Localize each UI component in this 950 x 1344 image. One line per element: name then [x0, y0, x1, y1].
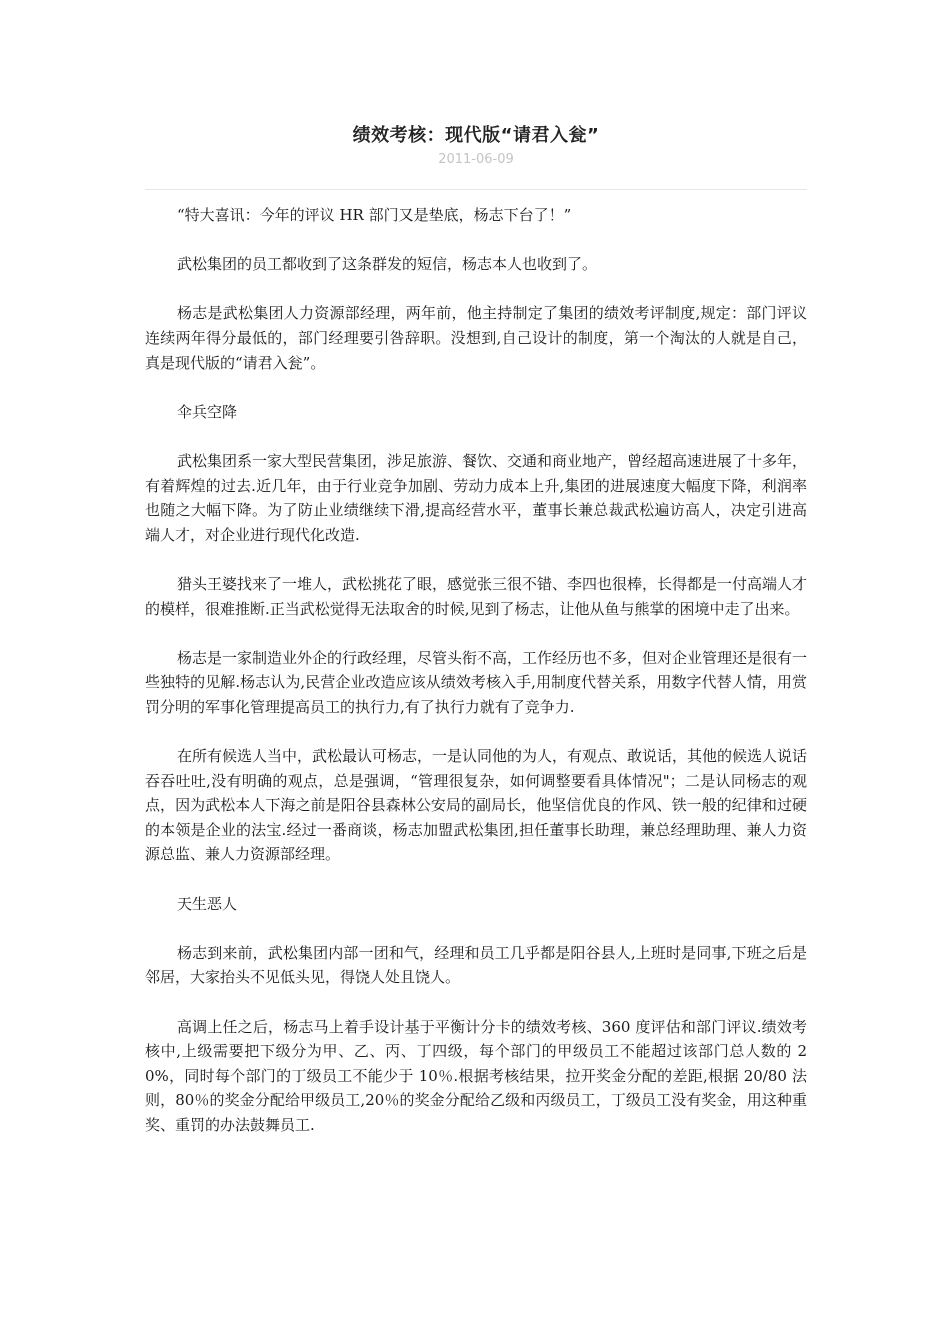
section-heading-villain: 天生恶人: [177, 894, 238, 913]
article-body: [145, 203, 807, 1138]
paragraph-background: 杨志是武松集团人力资源部经理，两年前，他主持制定了集团的绩效考评制度,规定：部门评议连续两年得分最低的，部门经理要引咎辞职。没想到,自己设计的制度，第一个淘汰的人就是自己，真是现代版的“请君入瓮”。: [145, 304, 807, 372]
paragraph-company-intro: 武松集团系一家大型民营集团，涉足旅游、餐饮、交通和商业地产，曾经超高速进展了十多年，有着辉煌的过去.近几年，由于行业竞争加剧、劳动力成本上升,集团的进展速度大幅度下降，利润率也随之大幅下降。为了防止业绩继续下滑,提高经营水平，董事长兼总裁武松遍访高人，决定引进高端人才，对企业进行现代化改造.: [145, 451, 808, 544]
paragraph-sms-received: 武松集团的员工都收到了这条群发的短信，杨志本人也收到了。: [177, 255, 598, 274]
paragraph-yangzhi-profile: 杨志是一家制造业外企的行政经理，尽管头衔不高，工作经历也不多，但对企业管理还是很有一些独特的见解.杨志认为,民营企业改造应该从绩效考核入手,用制度代替关系，用数字代替人情，用赏罚分明的军事化管理提高员工的执行力,有了执行力就有了竞争力.: [145, 648, 808, 716]
article-date: 2011-06-09: [438, 152, 514, 167]
paragraph-performance-system: 高调上任之后，杨志马上着手设计基于平衡计分卡的绩效考核、360 度评估和部门评议.绩效考核中,上级需要把下级分为甲、乙、丙、丁四级，每个部门的甲级员工不能超过该部门总人数的 20%，同时每个部门的丁级员工不能少于 10％.根据考核结果，拉开奖金分配的差距,根据 20/80 法则，80％的奖金分配给甲级员工,20％的奖金分配给乙级和丙级员工，丁级员工没有奖金，用这种重奖、重罚的办法鼓舞员工.: [145, 1017, 807, 1134]
paragraph-before-arrival: 杨志到来前，武松集团内部一团和气，经理和员工几乎都是阳谷县人,上班时是同事,下班之后是邻居，大家抬头不见低头见，得饶人处且饶人。: [145, 943, 807, 987]
article: [145, 122, 807, 1162]
section-heading-paratrooper: 伞兵空降: [177, 402, 238, 421]
paragraph-headhunter: 猎头王婆找来了一堆人，武松挑花了眼，感觉张三很不错、李四也很棒，长得都是一付高端人才的模样，很难推断.正当武松觉得无法取舍的时候,见到了杨志，让他从鱼与熊掌的困境中走了出来。: [145, 574, 808, 618]
article-title: 绩效考核：现代版“请君入瓮”: [352, 125, 600, 146]
title-divider: [145, 189, 807, 190]
paragraph-headline-quote: “特大喜讯：今年的评议 HR 部门又是垫底，杨志下台了！”: [177, 206, 572, 224]
paragraph-selection: 在所有候选人当中，武松最认可杨志，一是认同他的为人，有观点、敢说话，其他的候选人说话吞吞吐吐,没有明确的观点，总是强调，“管理很复杂，如何调整要看具体情况"；二是认同杨志的观点，因为武松本人下海之前是阳谷县森林公安局的副局长，他坚信优良的作风、铁一般的纪律和过硬的本领是企业的法宝.经过一番商谈，杨志加盟武松集团,担任董事长助理，兼总经理助理、兼人力资源总监、兼人力资源部经理。: [145, 747, 808, 864]
